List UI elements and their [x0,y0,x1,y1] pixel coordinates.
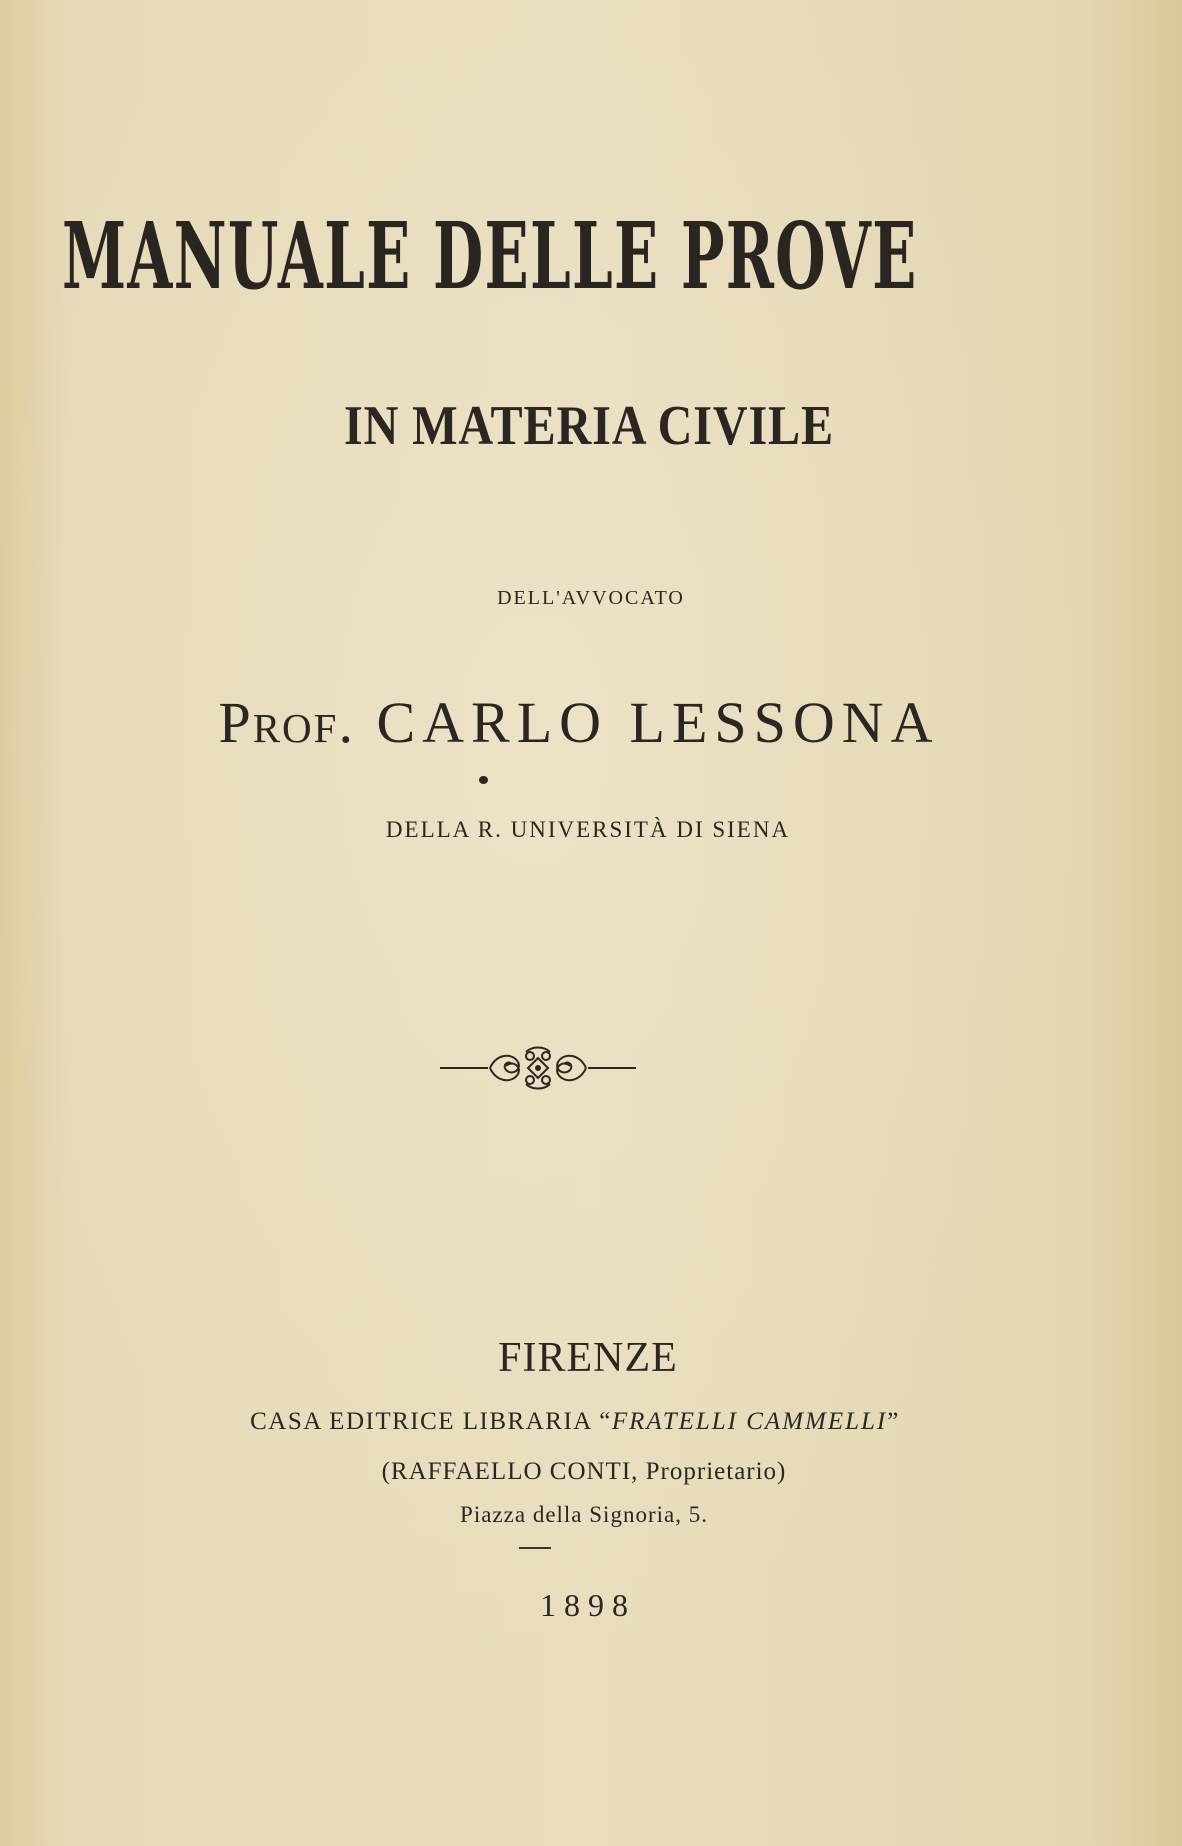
author-line [0,688,1170,758]
publisher-prefix: CASA EDITRICE LIBRARIA “ [250,1408,612,1435]
imprint-publisher [0,1406,1166,1438]
book-title: MANUALE DELLE PROVE [62,202,918,310]
byline: DELL'AVVOCATO [497,587,685,609]
imprint-year: 1898 [540,1587,636,1623]
ornament-fleuron-icon [438,1040,638,1096]
imprint-city: FIRENZE [498,1335,678,1381]
divider-rule [519,1547,551,1549]
author-name: CARLO LESSONA [376,690,940,755]
ink-dot [479,776,488,784]
book-subtitle: IN MATERIA CIVILE [343,395,835,457]
publisher-suffix: ” [887,1408,900,1435]
publisher-name: FRATELLI CAMMELLI [611,1408,888,1435]
imprint-proprietor: (RAFFAELLO CONTI, Proprietario) [381,1458,787,1485]
author-prefix: Prof. [218,690,355,755]
author-affiliation: DELLA R. UNIVERSITÀ DI SIENA [385,817,791,842]
imprint-address: Piazza della Signoria, 5. [460,1502,708,1527]
